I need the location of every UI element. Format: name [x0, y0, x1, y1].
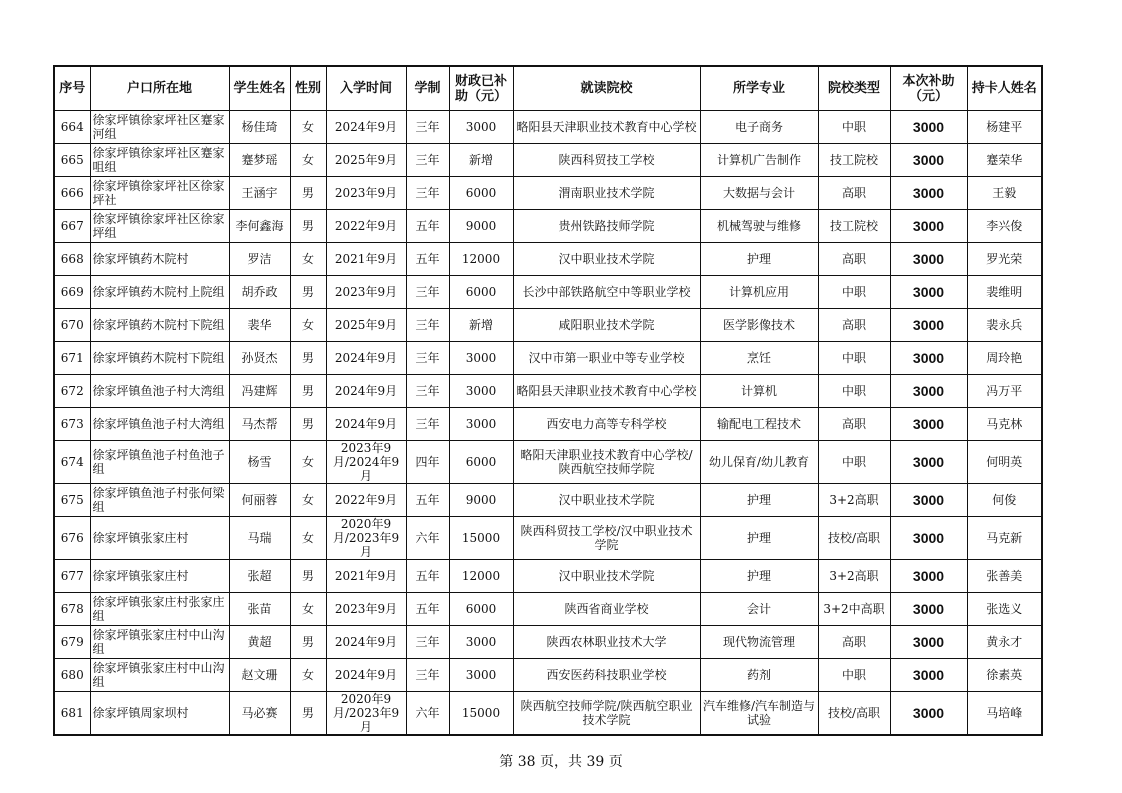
- cell-enroll-date: 2025年9月: [326, 309, 406, 342]
- cell-prior-subsidy: 12000: [449, 560, 513, 593]
- cell-address: 徐家坪镇徐家坪社区蹇家河组: [90, 111, 229, 144]
- cell-current-subsidy: 3000: [890, 210, 967, 243]
- cell-cardholder: 马克林: [967, 408, 1042, 441]
- cell-current-subsidy: 3000: [890, 276, 967, 309]
- cell-student-name: 杨佳琦: [229, 111, 290, 144]
- table-row: [54, 560, 1042, 593]
- cell-cardholder: 黄永才: [967, 626, 1042, 659]
- cell-student-name: 裴华: [229, 309, 290, 342]
- cell-gender: 女: [290, 144, 326, 177]
- cell-school: 略阳县天津职业技术教育中心学校: [513, 375, 700, 408]
- cell-major: 电子商务: [700, 111, 818, 144]
- header-seq: 序号: [54, 66, 90, 111]
- header-row: [54, 66, 1042, 111]
- cell-current-subsidy: 3000: [890, 659, 967, 692]
- cell-seq: 677: [54, 560, 90, 593]
- cell-school: 咸阳职业技术学院: [513, 309, 700, 342]
- cell-school-type: 技工院校: [818, 144, 890, 177]
- cell-prior-subsidy: 12000: [449, 243, 513, 276]
- cell-prior-subsidy: 9000: [449, 484, 513, 517]
- cell-duration: 三年: [406, 177, 449, 210]
- cell-duration: 三年: [406, 111, 449, 144]
- table-row: [54, 484, 1042, 517]
- cell-current-subsidy: 3000: [890, 593, 967, 626]
- header-major: 所学专业: [700, 66, 818, 111]
- cell-student-name: 罗洁: [229, 243, 290, 276]
- cell-school: 贵州铁路技师学院: [513, 210, 700, 243]
- cell-gender: 男: [290, 692, 326, 736]
- table-row: [54, 210, 1042, 243]
- cell-cardholder: 杨建平: [967, 111, 1042, 144]
- cell-duration: 三年: [406, 408, 449, 441]
- cell-cardholder: 马培峰: [967, 692, 1042, 736]
- page-number: 第 38 页，共 39 页: [499, 754, 623, 770]
- cell-current-subsidy: 3000: [890, 375, 967, 408]
- cell-duration: 三年: [406, 276, 449, 309]
- cell-current-subsidy: 3000: [890, 626, 967, 659]
- cell-cardholder: 张善美: [967, 560, 1042, 593]
- cell-address: 徐家坪镇药木院村上院组: [90, 276, 229, 309]
- cell-duration: 四年: [406, 441, 449, 484]
- cell-seq: 667: [54, 210, 90, 243]
- cell-duration: 三年: [406, 342, 449, 375]
- cell-school-type: 高职: [818, 408, 890, 441]
- subsidy-table: [53, 65, 1043, 736]
- cell-gender: 女: [290, 441, 326, 484]
- header-student-name: 学生姓名: [229, 66, 290, 111]
- cell-school-type: 中职: [818, 276, 890, 309]
- cell-enroll-date: 2024年9月: [326, 111, 406, 144]
- table-row: [54, 626, 1042, 659]
- table-row: [54, 441, 1042, 484]
- cell-seq: 668: [54, 243, 90, 276]
- cell-current-subsidy: 3000: [890, 692, 967, 736]
- table-row: [54, 593, 1042, 626]
- cell-prior-subsidy: 6000: [449, 441, 513, 484]
- cell-school-type: 3+2高职: [818, 560, 890, 593]
- cell-major: 护理: [700, 484, 818, 517]
- cell-address: 徐家坪镇鱼池子村大湾组: [90, 375, 229, 408]
- cell-major: 护理: [700, 243, 818, 276]
- cell-student-name: 马杰帮: [229, 408, 290, 441]
- cell-address: 徐家坪镇鱼池子村张何梁组: [90, 484, 229, 517]
- cell-duration: 六年: [406, 692, 449, 736]
- cell-seq: 675: [54, 484, 90, 517]
- cell-student-name: 张苗: [229, 593, 290, 626]
- cell-address: 徐家坪镇药木院村下院组: [90, 342, 229, 375]
- table-row: [54, 375, 1042, 408]
- cell-current-subsidy: 3000: [890, 111, 967, 144]
- cell-prior-subsidy: 新增: [449, 309, 513, 342]
- cell-prior-subsidy: 15000: [449, 692, 513, 736]
- cell-gender: 男: [290, 408, 326, 441]
- cell-seq: 676: [54, 517, 90, 560]
- table-row: [54, 243, 1042, 276]
- cell-school-type: 3+2高职: [818, 484, 890, 517]
- cell-school-type: 中职: [818, 441, 890, 484]
- cell-gender: 女: [290, 111, 326, 144]
- cell-duration: 五年: [406, 210, 449, 243]
- table-row: [54, 144, 1042, 177]
- cell-duration: 三年: [406, 309, 449, 342]
- cell-cardholder: 裴永兵: [967, 309, 1042, 342]
- cell-cardholder: 周玲艳: [967, 342, 1042, 375]
- cell-school-type: 中职: [818, 111, 890, 144]
- cell-seq: 673: [54, 408, 90, 441]
- cell-major: 烹饪: [700, 342, 818, 375]
- cell-current-subsidy: 3000: [890, 560, 967, 593]
- cell-seq: 669: [54, 276, 90, 309]
- cell-school-type: 高职: [818, 309, 890, 342]
- cell-duration: 三年: [406, 375, 449, 408]
- cell-major: 护理: [700, 560, 818, 593]
- cell-enroll-date: 2023年9月/2024年9月: [326, 441, 406, 484]
- cell-current-subsidy: 3000: [890, 484, 967, 517]
- table-row: [54, 309, 1042, 342]
- cell-prior-subsidy: 3000: [449, 111, 513, 144]
- cell-current-subsidy: 3000: [890, 309, 967, 342]
- table-row: [54, 111, 1042, 144]
- cell-school: 陕西科贸技工学校/汉中职业技术学院: [513, 517, 700, 560]
- cell-prior-subsidy: 9000: [449, 210, 513, 243]
- cell-student-name: 冯建辉: [229, 375, 290, 408]
- cell-major: 计算机: [700, 375, 818, 408]
- cell-major: 计算机应用: [700, 276, 818, 309]
- cell-address: 徐家坪镇张家庄村中山沟组: [90, 659, 229, 692]
- cell-gender: 男: [290, 276, 326, 309]
- cell-cardholder: 罗光荣: [967, 243, 1042, 276]
- cell-seq: 665: [54, 144, 90, 177]
- cell-duration: 三年: [406, 626, 449, 659]
- cell-cardholder: 裴维明: [967, 276, 1042, 309]
- cell-enroll-date: 2021年9月: [326, 560, 406, 593]
- cell-current-subsidy: 3000: [890, 408, 967, 441]
- cell-gender: 女: [290, 484, 326, 517]
- cell-enroll-date: 2022年9月: [326, 484, 406, 517]
- cell-student-name: 蹇梦瑶: [229, 144, 290, 177]
- cell-gender: 男: [290, 342, 326, 375]
- cell-gender: 男: [290, 375, 326, 408]
- header-school-type: 院校类型: [818, 66, 890, 111]
- header-enroll-date: 入学时间: [326, 66, 406, 111]
- cell-address: 徐家坪镇鱼池子村鱼池子组: [90, 441, 229, 484]
- cell-seq: 664: [54, 111, 90, 144]
- cell-school: 陕西农林职业技术大学: [513, 626, 700, 659]
- cell-enroll-date: 2020年9月/2023年9月: [326, 517, 406, 560]
- cell-prior-subsidy: 15000: [449, 517, 513, 560]
- cell-seq: 681: [54, 692, 90, 736]
- cell-school: 长沙中部铁路航空中等职业学校: [513, 276, 700, 309]
- cell-cardholder: 李兴俊: [967, 210, 1042, 243]
- cell-gender: 女: [290, 309, 326, 342]
- cell-duration: 五年: [406, 484, 449, 517]
- cell-duration: 五年: [406, 560, 449, 593]
- cell-school: 汉中职业技术学院: [513, 484, 700, 517]
- cell-cardholder: 张选义: [967, 593, 1042, 626]
- cell-seq: 678: [54, 593, 90, 626]
- cell-enroll-date: 2024年9月: [326, 659, 406, 692]
- cell-student-name: 胡乔政: [229, 276, 290, 309]
- cell-student-name: 王涵宇: [229, 177, 290, 210]
- cell-duration: 三年: [406, 659, 449, 692]
- cell-gender: 女: [290, 659, 326, 692]
- cell-student-name: 孙贤杰: [229, 342, 290, 375]
- cell-major: 计算机广告制作: [700, 144, 818, 177]
- cell-seq: 674: [54, 441, 90, 484]
- cell-school: 西安电力高等专科学校: [513, 408, 700, 441]
- cell-student-name: 马必赛: [229, 692, 290, 736]
- cell-prior-subsidy: 3000: [449, 408, 513, 441]
- cell-gender: 女: [290, 517, 326, 560]
- cell-school-type: 中职: [818, 375, 890, 408]
- cell-address: 徐家坪镇张家庄村中山沟组: [90, 626, 229, 659]
- cell-seq: 679: [54, 626, 90, 659]
- table-row: [54, 342, 1042, 375]
- cell-prior-subsidy: 3000: [449, 626, 513, 659]
- cell-gender: 女: [290, 593, 326, 626]
- cell-major: 输配电工程技术: [700, 408, 818, 441]
- cell-major: 现代物流管理: [700, 626, 818, 659]
- cell-enroll-date: 2024年9月: [326, 626, 406, 659]
- cell-address: 徐家坪镇徐家坪社区徐家坪组: [90, 210, 229, 243]
- cell-school: 略阳县天津职业技术教育中心学校: [513, 111, 700, 144]
- cell-cardholder: 马克新: [967, 517, 1042, 560]
- cell-enroll-date: 2020年9月/2023年9月: [326, 692, 406, 736]
- header-prior-subsidy: 财政已补助（元）: [449, 66, 513, 111]
- table-row: [54, 276, 1042, 309]
- cell-student-name: 李何鑫海: [229, 210, 290, 243]
- cell-school-type: 技校/高职: [818, 517, 890, 560]
- cell-prior-subsidy: 6000: [449, 276, 513, 309]
- table-row: [54, 517, 1042, 560]
- table-row: [54, 692, 1042, 736]
- cell-cardholder: 徐素英: [967, 659, 1042, 692]
- cell-student-name: 何丽蓉: [229, 484, 290, 517]
- cell-student-name: 马瑞: [229, 517, 290, 560]
- cell-duration: 五年: [406, 243, 449, 276]
- cell-prior-subsidy: 6000: [449, 593, 513, 626]
- cell-major: 护理: [700, 517, 818, 560]
- cell-enroll-date: 2023年9月: [326, 593, 406, 626]
- cell-enroll-date: 2023年9月: [326, 276, 406, 309]
- cell-prior-subsidy: 3000: [449, 659, 513, 692]
- cell-school-type: 技工院校: [818, 210, 890, 243]
- cell-school-type: 3+2中高职: [818, 593, 890, 626]
- header-cardholder: 持卡人姓名: [967, 66, 1042, 111]
- cell-gender: 女: [290, 243, 326, 276]
- cell-prior-subsidy: 3000: [449, 375, 513, 408]
- cell-seq: 671: [54, 342, 90, 375]
- cell-student-name: 赵文珊: [229, 659, 290, 692]
- cell-prior-subsidy: 3000: [449, 342, 513, 375]
- cell-address: 徐家坪镇徐家坪社区徐家坪社: [90, 177, 229, 210]
- cell-current-subsidy: 3000: [890, 441, 967, 484]
- cell-address: 徐家坪镇徐家坪社区蹇家咀组: [90, 144, 229, 177]
- cell-major: 机械驾驶与维修: [700, 210, 818, 243]
- cell-address: 徐家坪镇鱼池子村大湾组: [90, 408, 229, 441]
- cell-school: 西安医药科技职业学校: [513, 659, 700, 692]
- cell-student-name: 张超: [229, 560, 290, 593]
- cell-enroll-date: 2024年9月: [326, 408, 406, 441]
- cell-duration: 六年: [406, 517, 449, 560]
- cell-current-subsidy: 3000: [890, 177, 967, 210]
- cell-school: 略阳天津职业技术教育中心学校/陕西航空技师学院: [513, 441, 700, 484]
- header-address: 户口所在地: [90, 66, 229, 111]
- cell-current-subsidy: 3000: [890, 517, 967, 560]
- cell-major: 汽车维修/汽车制造与试验: [700, 692, 818, 736]
- cell-cardholder: 何明英: [967, 441, 1042, 484]
- cell-major: 会计: [700, 593, 818, 626]
- cell-enroll-date: 2023年9月: [326, 177, 406, 210]
- cell-school: 汉中市第一职业中等专业学校: [513, 342, 700, 375]
- cell-cardholder: 王毅: [967, 177, 1042, 210]
- cell-duration: 五年: [406, 593, 449, 626]
- cell-address: 徐家坪镇张家庄村张家庄组: [90, 593, 229, 626]
- cell-enroll-date: 2024年9月: [326, 342, 406, 375]
- cell-enroll-date: 2024年9月: [326, 375, 406, 408]
- cell-enroll-date: 2021年9月: [326, 243, 406, 276]
- cell-seq: 670: [54, 309, 90, 342]
- cell-major: 幼儿保育/幼儿教育: [700, 441, 818, 484]
- cell-seq: 680: [54, 659, 90, 692]
- cell-school-type: 中职: [818, 659, 890, 692]
- cell-school-type: 中职: [818, 342, 890, 375]
- cell-enroll-date: 2025年9月: [326, 144, 406, 177]
- cell-address: 徐家坪镇药木院村: [90, 243, 229, 276]
- cell-current-subsidy: 3000: [890, 144, 967, 177]
- cell-enroll-date: 2022年9月: [326, 210, 406, 243]
- cell-prior-subsidy: 6000: [449, 177, 513, 210]
- cell-gender: 男: [290, 626, 326, 659]
- cell-seq: 666: [54, 177, 90, 210]
- cell-school: 陕西科贸技工学校: [513, 144, 700, 177]
- table-row: [54, 659, 1042, 692]
- cell-seq: 672: [54, 375, 90, 408]
- cell-gender: 男: [290, 210, 326, 243]
- cell-major: 医学影像技术: [700, 309, 818, 342]
- cell-student-name: 黄超: [229, 626, 290, 659]
- cell-school: 渭南职业技术学院: [513, 177, 700, 210]
- cell-address: 徐家坪镇张家庄村: [90, 517, 229, 560]
- cell-current-subsidy: 3000: [890, 342, 967, 375]
- cell-current-subsidy: 3000: [890, 243, 967, 276]
- cell-major: 药剂: [700, 659, 818, 692]
- cell-cardholder: 冯万平: [967, 375, 1042, 408]
- cell-school: 陕西省商业学校: [513, 593, 700, 626]
- cell-address: 徐家坪镇药木院村下院组: [90, 309, 229, 342]
- header-gender: 性别: [290, 66, 326, 111]
- table-row: [54, 177, 1042, 210]
- cell-school-type: 高职: [818, 626, 890, 659]
- cell-cardholder: 何俊: [967, 484, 1042, 517]
- cell-school-type: 高职: [818, 243, 890, 276]
- header-duration: 学制: [406, 66, 449, 111]
- header-current-subsidy: 本次补助（元）: [890, 66, 967, 111]
- cell-duration: 三年: [406, 144, 449, 177]
- cell-major: 大数据与会计: [700, 177, 818, 210]
- cell-address: 徐家坪镇张家庄村: [90, 560, 229, 593]
- cell-gender: 男: [290, 560, 326, 593]
- cell-school: 陕西航空技师学院/陕西航空职业技术学院: [513, 692, 700, 736]
- cell-gender: 男: [290, 177, 326, 210]
- cell-prior-subsidy: 新增: [449, 144, 513, 177]
- cell-school: 汉中职业技术学院: [513, 560, 700, 593]
- cell-school: 汉中职业技术学院: [513, 243, 700, 276]
- cell-address: 徐家坪镇周家坝村: [90, 692, 229, 736]
- cell-school-type: 技校/高职: [818, 692, 890, 736]
- cell-student-name: 杨雪: [229, 441, 290, 484]
- cell-cardholder: 蹇荣华: [967, 144, 1042, 177]
- cell-school-type: 高职: [818, 177, 890, 210]
- header-school: 就读院校: [513, 66, 700, 111]
- table-row: [54, 408, 1042, 441]
